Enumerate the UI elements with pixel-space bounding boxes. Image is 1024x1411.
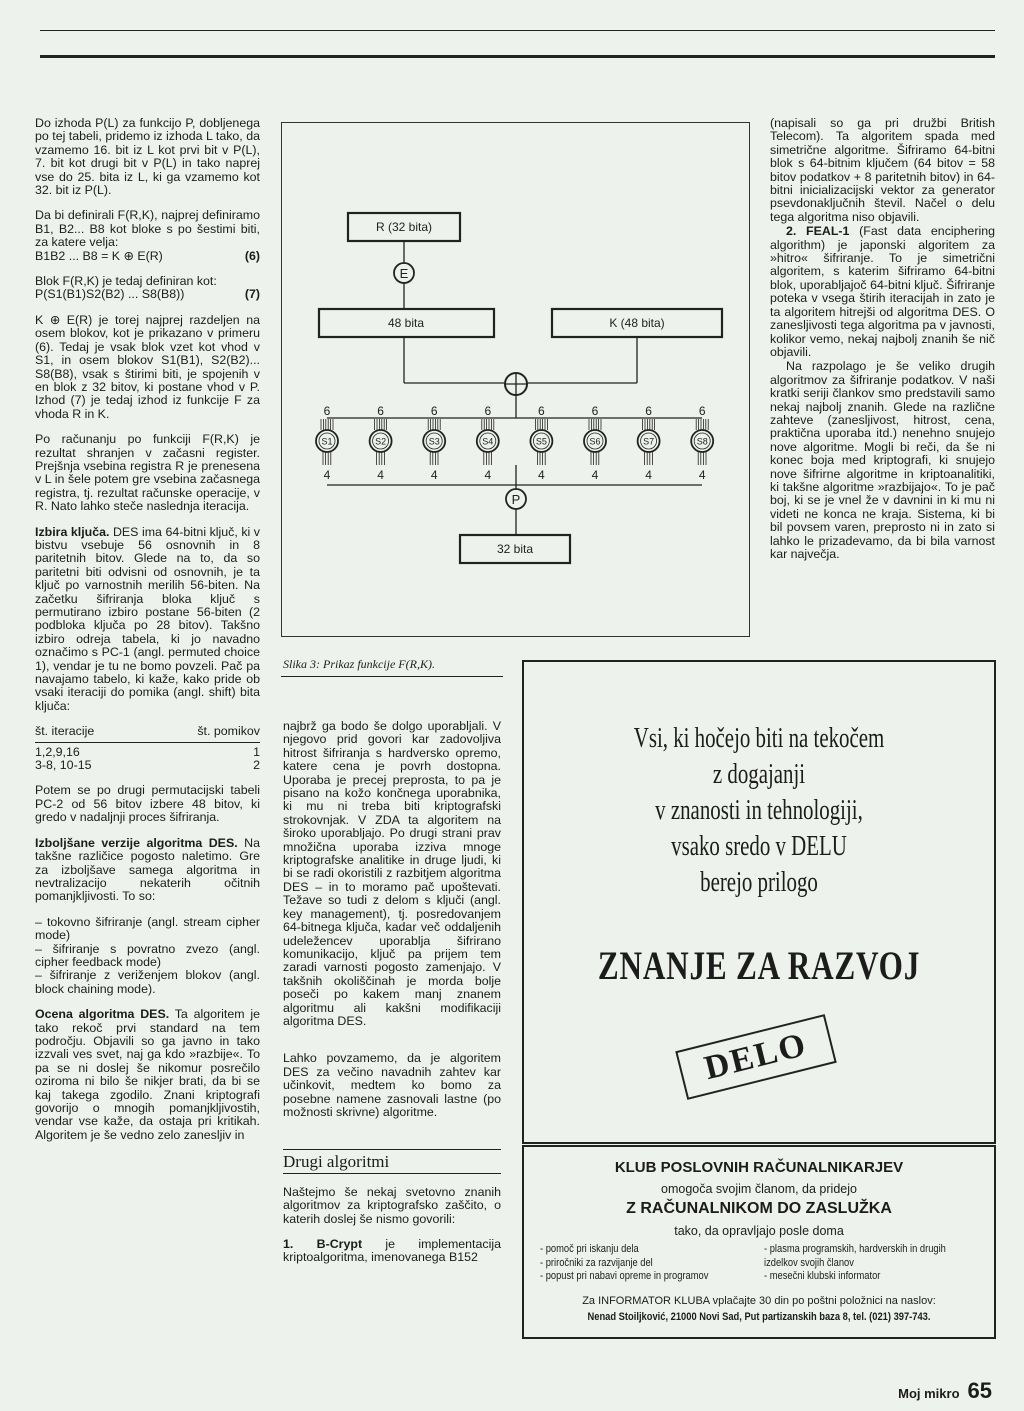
benefits-list-right <box>764 1243 977 1284</box>
header-rule-thick <box>40 55 995 58</box>
publication-name: Moj mikro <box>898 1386 960 1401</box>
figure-f-function <box>281 122 750 637</box>
ad-subtitle: omogoča svojim članom, da pridejo <box>661 1182 857 1196</box>
figure-caption: Slika 3: Prikaz funkcije F(R,K). <box>283 657 435 671</box>
table-row: 1,2,9,16 1 <box>35 744 260 759</box>
paragraph: Potem se po drugi permutacijski tabeli PC-2 od 56 bitov izbere 48 bitov, ki gredo v nadaljnji proces šifriranja. <box>35 783 260 825</box>
ad-title: KLUB POSLOVNIH RAČUNALNIKARJEV <box>614 1159 904 1176</box>
klub-advertisement <box>522 1145 996 1339</box>
table-header: št. pomikov <box>197 724 260 739</box>
list-item: – šifriranje z veriženjem blokov (angl. block chaining mode). <box>35 968 260 996</box>
list-item: - priročniki za razvijanje del <box>540 1256 653 1269</box>
paragraph: Lahko povzamemo, da je algoritem DES za večino navadnih zahtev kar učinkovit, medtem ko bomo za posebne namene zasnovali lastne (po možnosti skrivne) algoritme. <box>283 1051 501 1119</box>
b48-label: 48 bita <box>387 316 425 330</box>
sbox-input-bits: 6 <box>377 404 384 418</box>
sbox-label: S6 <box>589 436 601 447</box>
ad-payment-note: Za INFORMATOR KLUBA vplačajte 30 din po poštni položnici na naslov: <box>582 1295 936 1307</box>
sbox-output-bits: 4 <box>323 468 331 482</box>
sbox-output-bits: 4 <box>377 468 384 482</box>
paragraph: Do izhoda P(L) za funkcijo P, dobljenega po tej tabeli, pridemo iz izhoda L tako, da vzamemo 16. bit iz L kot prvi bit v P(L), 7. bit kot drugi bit v P(L) in tako naprej vse do 25. bita iz L, ki ga vzamemo kot 32. bit iz P(L). <box>35 116 260 198</box>
sbox-input-bits: 6 <box>484 404 492 418</box>
list-item: - popust pri nabavi opreme in programov <box>540 1270 709 1282</box>
sbox-label: S8 <box>696 436 708 447</box>
paragraph: Izbira ključa. DES ima 64-bitni ključ, ki v bistvu vsebuje 56 osnovnih in 8 paritetnih bitov. Glede na to, da so paritetni biti odvisni od osnovnih, je ta ključ po varnostnih merilih 56-biten. Na začetku šifriranja bloka ključ s permutirano izbiro postane 56-biten (2 podbloka ključa po 28 bitov). Takšno izbiro odreja tabela, ki jo navadno označimo s PC-1 (angl. permuted choice 1), vendar je tu ne bomo povzeli. Pač pa navajamo tabelo, ki kaže, kako pride ob vsaki iteraciji do pomika (angl. shift) bita ključa: <box>35 524 260 713</box>
delo-logo: DELO <box>675 1014 837 1100</box>
delo-advertisement <box>522 660 996 1144</box>
sbox-output-bits: 4 <box>645 468 652 482</box>
sbox-label: S3 <box>428 436 440 447</box>
sbox-label: S4 <box>482 436 494 447</box>
k-label: K (48 bita) <box>609 316 665 330</box>
list-item: - pomoč pri iskanju dela <box>540 1243 639 1255</box>
r-register-label: R (32 bita) <box>375 220 433 234</box>
ad-headline: ZNANJE ZA RAZVOJ <box>597 943 921 988</box>
sbox-output-bits: 4 <box>484 468 492 482</box>
table-row: 3-8, 10-15 2 <box>35 758 260 773</box>
list-item: – šifriranje s povratno zvezo (angl. cipher feedback mode) <box>35 941 260 969</box>
section-heading: Drugi algoritmi <box>283 1149 501 1173</box>
paragraph: Blok F(R,K) je tedaj definiran kot: P(S1(B1)S2(B2) ... S8(B8)) (7) <box>35 274 260 302</box>
paragraph: Da bi definirali F(R,K), najprej definiramo B1, B2... B8 kot bloke s po šestimi biti, za katere velja: B1B2 ... B8 = K ⊕ E(R) (6) <box>35 208 260 263</box>
right-column <box>770 117 995 573</box>
formula-7: P(S1(B1)S2(B2) ... S8(B8)) (7) <box>35 287 260 302</box>
benefits-list-left <box>540 1243 736 1284</box>
page-footer <box>898 1378 992 1404</box>
sbox-input-bits: 6 <box>645 404 652 418</box>
caption-rule <box>281 676 503 677</box>
sbox-label: S1 <box>321 436 333 447</box>
sbox-input-bits: 6 <box>538 404 545 418</box>
left-column <box>35 117 260 1154</box>
sbox-input-bits: 6 <box>323 404 331 418</box>
e-label: E <box>399 266 409 281</box>
header-rule-thin <box>40 30 995 31</box>
sbox-label: S7 <box>643 436 655 447</box>
ad-slogan: Vsi, ki hočejo biti na tekočem z dogajanji v znanosti in tehnologiji, vsako sredo v DELU berejo prilogo <box>633 722 885 898</box>
page-number: 65 <box>967 1378 992 1403</box>
paragraph: Naštejmo še nekaj svetovno znanih algoritmov za kriptografsko zaščito, o katerih doslej še nismo govorili: <box>283 1184 501 1226</box>
middle-column <box>283 720 501 1277</box>
paragraph: (napisali so ga pri družbi British Telecom). Ta algoritem spada med simetrične algoritme. Šifriramo 64-bitni blok s 64-bitnim ključem (64 bitov = 58 bitov podatkov + 8 paritetnih bitov) in 64- bitni inicializacijski vektor za generator psevdonaključnih števil. Načel o delu tega algoritma niso objavili. <box>770 116 995 224</box>
sbox-label: S5 <box>535 436 547 447</box>
p-label: P <box>511 492 521 507</box>
sbox-output-bits: 4 <box>430 468 438 482</box>
sbox-input-bits: 6 <box>430 404 438 418</box>
sbox-label: S2 <box>375 436 387 447</box>
out32-label: 32 bita <box>496 542 534 556</box>
paragraph: najbrž ga bodo še dolgo uporabljali. V njegovo prid govori kar zadovoljiva hitrost šifriranja s hardversko opremo, katere cena je povrh dostopna. Uporaba je precej preprosta, to pa je pisano na kožo končnega uporabnika, ki mu ni treba biti kriptografski strokovnjak. V ZDA ta algoritem na široko uporabljajo. Po drugi strani prav množična uporaba izziva mnoge kriptografske analitike in druge ljudi, ki bi se radi okoristili z razbitjem algoritma DES – in to moramo pač upoštevati. Težave so tudi z delom s ključi (angl. key management), tj. posredovanjem 64-bitnega ključa, kadar več oddaljenih udeležencev uporablja šifrirano komunikacijo, ključ pa prijem tem zaradi varnosti pogosto zamenjajo. V takšnih okoliščinah je morda bolje poseči po kakem manj znanem algoritmu ali kakšni modifikaciji algoritma DES. <box>283 719 501 1028</box>
paragraph: 1. B-Crypt je implementacija kriptoalgoritma, imenovanega B152 <box>283 1237 501 1265</box>
paragraph: Ocena algoritma DES. Ta algoritem je tako rekoč prvi standard na tem področju. Objavili so ga javno in tako izzvali ves svet, naj ga kdo »razbije«. To pa se ni doslej še nikomur posrečilo oziroma ni bilo še nikjer brati, da bi se kaj takega zgodilo. Znani kriptografi govorijo o mnogih pomanjkljivostih, vendar vse kaže, da ostaja pri kritikah. Algoritem je še vedno zelo zanesljiv in <box>35 1007 261 1142</box>
ad-subtitle-2: tako, da opravljajo posle doma <box>674 1224 844 1238</box>
sbox-output-bits: 4 <box>538 468 545 482</box>
paragraph: Izboljšane verzije algoritma DES. Na takšne različice pogosto naletimo. Gre za izboljšave samega algoritma in nevtralizacijo nekaterih očitnih pomanjkljivosti. To so: <box>35 835 260 904</box>
ad-address: Nenad Stoiljković, 21000 Novi Sad, Put partizanskih baza 8, tel. (021) 397-743. <box>587 1311 931 1323</box>
mode-list <box>35 916 260 996</box>
diagram-svg <box>282 123 749 636</box>
shift-table <box>35 725 260 772</box>
table-header: št. iteracije <box>35 724 95 739</box>
sbox-input-bits: 6 <box>698 404 706 418</box>
paragraph: 2. FEAL-1 (Fast data enciphering algorithm) je japonski algoritem za »hitro« šifriranje. To je simetrični algoritem, s katerim šifriramo 64-bitni blok, uporabljajoč 64-bitni ključ. Šifriranje poteka v vsega štirih iteracijah in zato je ta algoritem hitrejši od algoritma DES. O zanesljivosti tega algoritma pa v javnosti, kolikor vemo, nekaj najbolj znanih še nič objavili. <box>770 224 995 359</box>
paragraph: Na razpolago je še veliko drugih algoritmov za šifriranje podatkov. V naši kratki seriji člankov smo predstavili samo nekaj najbolj znanih. Glede na različne zahteve (zanesljivost, hitrost, cena, praktična uporaba itd.) nenehno snujejo nove algoritme. Mogli bi reči, da še ni konec boja med kriptografi, ki snujejo nove šifrirne algoritme in kriptoanalitiki, ki takšne algoritme »razbijajo«. To je pač boj, ki se je vnel že v davnini in ki mu ni videti ne konca ne kraja. Sistema, ki bi bil povsem varen, preprosto ni in zato si lahko le prizadevamo, da bi bila varnost kar največja. <box>770 359 995 561</box>
sbox-output-bits: 4 <box>698 468 706 482</box>
list-item: – tokovno šifriranje (angl. stream cipher mode) <box>35 914 260 943</box>
paragraph: Po računanju po funkciji F(R,K) je rezultat shranjen v začasni register. Prejšnja vsebina registra R je prenesena v L in šele potem gre vsebina začasnega registra, tj. rezultat računske operacije, v R. Nato lahko steče naslednja iteracija. <box>35 432 260 514</box>
ad-title-2: Z RAČUNALNIKOM DO ZASLUŽKA <box>626 1200 892 1217</box>
sbox-row <box>316 404 713 482</box>
paragraph: K ⊕ E(R) je torej najprej razdeljen na osem blokov, kot je prikazano v primeru (6). Tedaj je vsak blok vzet kot vhod v S1, in osem blokov S1(B1), S2(B2)... S8(B8), vsak s štirimi biti, je spojenih v en blok z 32 bitov, ki postane vhod v P. Izhod (7) je tedaj izhod iz funkcije F za vhoda R in K. <box>35 312 260 421</box>
sbox-output-bits: 4 <box>591 468 599 482</box>
sbox-input-bits: 6 <box>591 404 599 418</box>
list-item: - plasma programskih, hardverskih in drugih izdelkov svojih članov <box>764 1243 946 1269</box>
list-item: - mesečni klubski informator <box>764 1270 881 1282</box>
formula-6: B1B2 ... B8 = K ⊕ E(R) (6) <box>35 248 260 263</box>
